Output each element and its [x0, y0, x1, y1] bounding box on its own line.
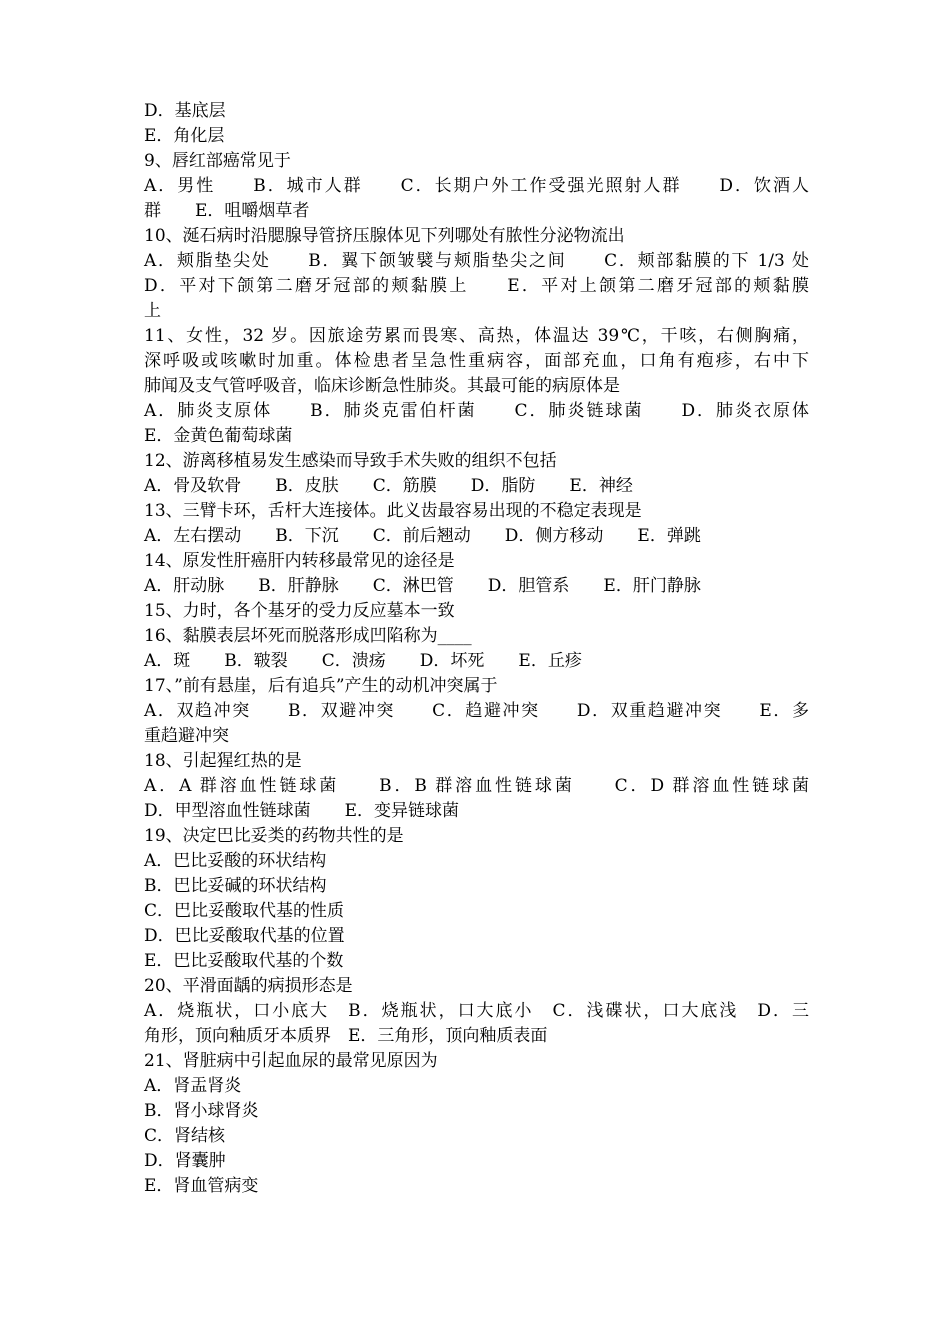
question-12-options: A．骨及软骨 B．皮肤 C．筋膜 D．脂防 E．神经 — [144, 476, 633, 496]
question-10-stem: 10、涎石病时沿腮腺导管挤压腺体见下列哪处有脓性分泌物流出 — [144, 226, 625, 246]
question-20-stem: 20、平滑面龋的病损形态是 — [144, 976, 353, 996]
question-17-stem: 17、”前有悬崖，后有追兵”产生的动机冲突属于 — [144, 676, 498, 696]
question-18-options: A．A 群溶血性链球菌 B．B 群溶血性链球菌 C．D 群溶血性链球菌 — [144, 776, 809, 796]
question-9-options: A．男性 B．城市人群 C．长期户外工作受强光照射人群 D．饮酒人 — [144, 176, 809, 196]
question-14-stem: 14、原发性肝癌肝内转移最常见的途径是 — [144, 551, 455, 571]
question-19-option-a: A．巴比妥酸的环状结构 — [144, 851, 327, 871]
question-21-option-b: B．肾小球肾炎 — [144, 1101, 259, 1121]
question-9-stem: 9、唇红部癌常见于 — [144, 151, 291, 171]
question-10-options-cont: 上 — [144, 301, 161, 321]
question-19-option-e: E．巴比妥酸取代基的个数 — [144, 951, 344, 971]
question-21-stem: 21、肾脏病中引起血尿的最常见原因为 — [144, 1051, 438, 1071]
question-14-options: A．肝动脉 B．肝静脉 C．淋巴管 D．胆管系 E．肝门静脉 — [144, 576, 701, 596]
question-18-options-cont: D．甲型溶血性链球菌 E．变异链球菌 — [144, 801, 460, 821]
question-16-options: A．斑 B．皲裂 C．溃疡 D．坏死 E．丘疹 — [144, 651, 582, 671]
question-13-options: A．左右摆动 B．下沉 C．前后翘动 D．侧方移动 E．弹跳 — [144, 526, 701, 546]
question-21-option-e: E．肾血管病变 — [144, 1176, 259, 1196]
question-11-options: A．肺炎支原体 B．肺炎克雷伯杆菌 C．肺炎链球菌 D．肺炎衣原体 — [144, 401, 809, 421]
question-19-option-b: B．巴比妥碱的环状结构 — [144, 876, 327, 896]
question-21-option-d: D．肾囊肿 — [144, 1151, 226, 1171]
question-21-option-a: A．肾盂肾炎 — [144, 1076, 242, 1096]
question-20-options: A．烧瓶状，口小底大 B．烧瓶状，口大底小 C．浅碟状，口大底浅 D．三 — [144, 1001, 809, 1021]
question-19-stem: 19、决定巴比妥类的药物共性的是 — [144, 826, 404, 846]
question-11-options-cont: E．金黄色葡萄球菌 — [144, 426, 293, 446]
question-16-stem: 16、黏膜表层坏死而脱落形成凹陷称为____ — [144, 626, 472, 646]
question-19-option-d: D．巴比妥酸取代基的位置 — [144, 926, 345, 946]
question-11-stem: 肺闻及支气管呼吸音，临床诊断急性肺炎。其最可能的病原体是 — [144, 376, 620, 396]
question-10-options: A．颊脂垫尖处 B．翼下颌皱襞与颊脂垫尖之间 C．颊部黏膜的下 1/3 处 — [144, 251, 809, 271]
exam-questions-text — [144, 99, 809, 1199]
question-21-option-c: C．肾结核 — [144, 1126, 226, 1146]
question-15-stem: 15、力时，各个基牙的受力反应墓本一致 — [144, 601, 455, 621]
question-17-options-cont: 重趋避冲突 — [144, 726, 229, 746]
question-9-options-cont: 群 E．咀嚼烟草者 — [144, 201, 310, 221]
question-18-stem: 18、引起猩红热的是 — [144, 751, 302, 771]
option-line: E．角化层 — [144, 126, 225, 146]
question-12-stem: 12、游离移植易发生感染而导致手术失败的组织不包括 — [144, 451, 557, 471]
option-line: D．基底层 — [144, 101, 226, 121]
question-13-stem: 13、三臂卡环，舌杆大连接体。此义齿最容易出现的不稳定表现是 — [144, 501, 642, 521]
question-17-options: A．双趋冲突 B．双避冲突 C．趋避冲突 D．双重趋避冲突 E．多 — [144, 701, 809, 721]
question-10-options: D．平对下颌第二磨牙冠部的颊黏膜上 E．平对上颌第二磨牙冠部的颊黏膜 — [144, 276, 809, 296]
question-19-option-c: C．巴比妥酸取代基的性质 — [144, 901, 345, 921]
question-11-stem: 11、女性，32 岁。因旅途劳累而畏寒、高热，体温达 39℃，干咳，右侧胸痛， — [144, 326, 809, 346]
question-11-stem: 深呼吸或咳嗽时加重。体检患者呈急性重病容，面部充血，口角有疱疹，右中下 — [144, 351, 809, 371]
question-20-options-cont: 角形，顶向釉质牙本质界 E．三角形，顶向釉质表面 — [144, 1026, 548, 1046]
